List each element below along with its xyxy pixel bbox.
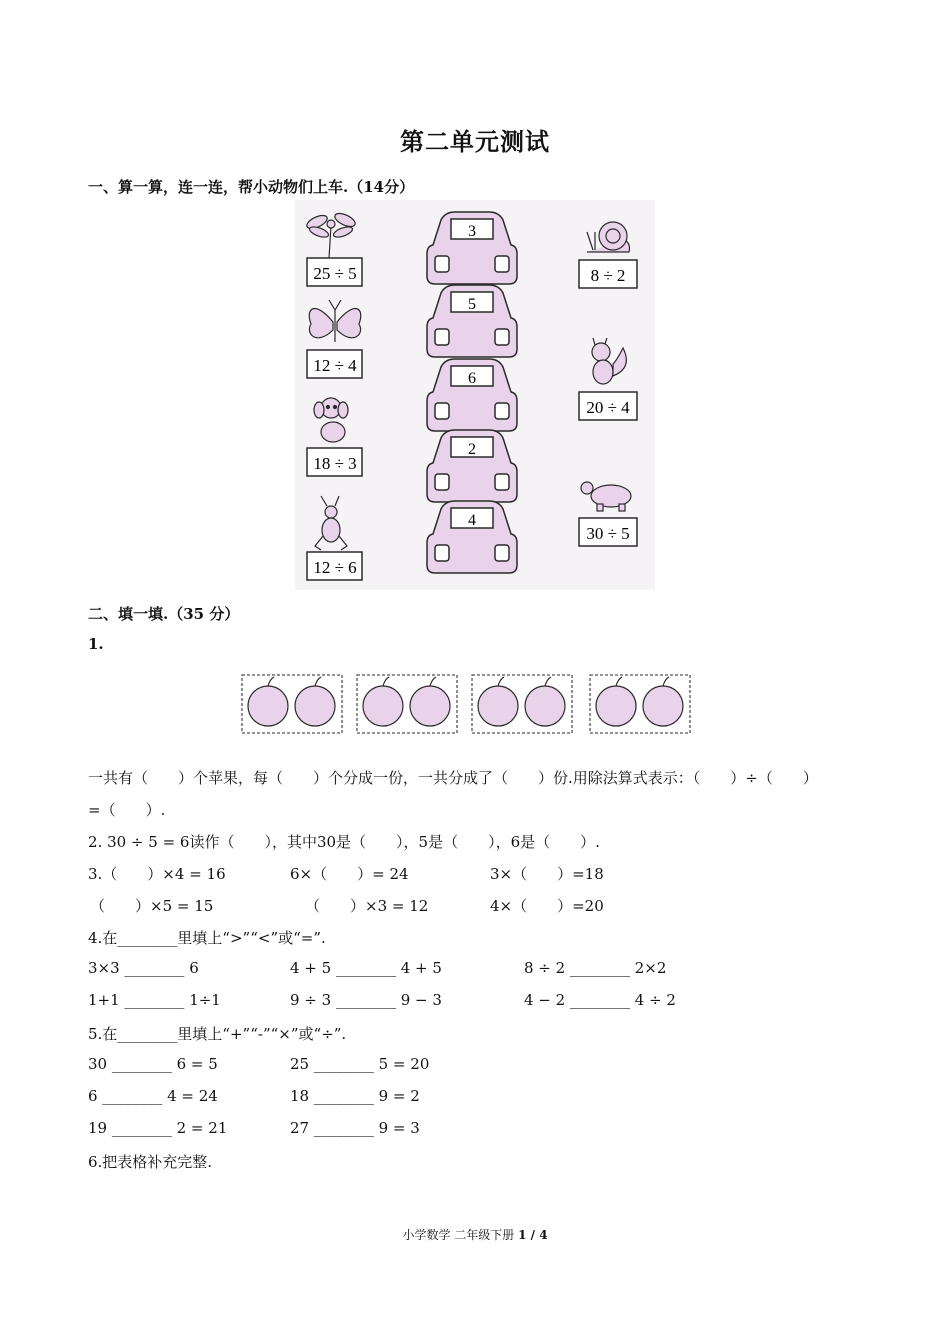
expr-right-3: 30 ÷ 5 xyxy=(586,524,630,543)
q3-r1c2: 6×（ ）= 24 xyxy=(290,865,409,883)
q4-r1c3: 8 ÷ 2 ________ 2×2 xyxy=(524,959,667,977)
q4-r1c2: 4 + 5 ________ 4 + 5 xyxy=(290,959,442,977)
expr-left-3: 18 ÷ 3 xyxy=(313,454,357,473)
q4-r2c2: 9 ÷ 3 ________ 9 − 3 xyxy=(290,991,442,1009)
q5-r3c1: 19 ________ 2 = 21 xyxy=(88,1119,228,1137)
expr-right-2: 20 ÷ 4 xyxy=(586,398,630,417)
q5-r1c2: 25 ________ 5 = 20 xyxy=(290,1055,430,1073)
expr-box-left-4 xyxy=(307,552,362,580)
footer-text: 小学数学 二年级下册 xyxy=(402,1228,515,1242)
page-title: 第二单元测试 xyxy=(400,127,550,156)
expr-box-right-1 xyxy=(579,260,637,288)
q5-r1c1: 30 ________ 6 = 5 xyxy=(88,1055,218,1073)
expr-left-2: 12 ÷ 4 xyxy=(313,356,357,375)
expr-left-1: 25 ÷ 5 xyxy=(313,264,357,283)
q1-number: 1. xyxy=(88,635,104,653)
expr-box-left-3 xyxy=(307,448,362,476)
q3-r2c1: （ ）×5 = 15 xyxy=(90,897,214,915)
q3-r2c3: 4×（ ）=20 xyxy=(490,897,604,915)
q3-r2c2: （ ）×3 = 12 xyxy=(305,897,429,915)
q5-r2c1: 6 ________ 4 = 24 xyxy=(88,1087,218,1105)
q3-r1c1: 3.（ ）×4 = 16 xyxy=(88,865,226,883)
q4-r2c1: 1+1 ________ 1÷1 xyxy=(88,991,221,1009)
expr-box-right-2 xyxy=(579,392,637,420)
car-number-1: 3 xyxy=(468,223,476,240)
apples-figure xyxy=(240,672,695,740)
q6-text: 6.把表格补充完整. xyxy=(88,1153,213,1171)
q1-line1: 一共有（ ）个苹果，每（ ）个分成一份，一共分成了（ ）份.用除法算式表示：（ ）÷（ ） xyxy=(88,769,818,787)
q2-text: 2. 30 ÷ 5 = 6读作（ ），其中30是（ ），5是（ ），6是（ ）. xyxy=(88,833,600,851)
page-number: 1 / 4 xyxy=(518,1228,548,1242)
expr-box-right-3 xyxy=(579,518,637,546)
apple-icon xyxy=(248,686,683,726)
car-number-2: 5 xyxy=(468,296,476,313)
expr-left-4: 12 ÷ 6 xyxy=(313,558,357,577)
expr-right-1: 8 ÷ 2 xyxy=(590,266,626,285)
section-2-heading: 二、填一填.（35 分） xyxy=(88,605,240,623)
q5-r3c2: 27 ________ 9 = 3 xyxy=(290,1119,420,1137)
car-number-3: 6 xyxy=(468,370,476,387)
page-footer xyxy=(0,1226,950,1243)
q4-r1c1: 3×3 ________ 6 xyxy=(88,959,199,977)
matching-figure xyxy=(295,200,655,590)
section-1-heading: 一、算一算，连一连，帮小动物们上车.（14分） xyxy=(88,178,415,196)
q4-r2c3: 4 − 2 ________ 4 ÷ 2 xyxy=(524,991,676,1009)
expr-box-left-1 xyxy=(307,258,362,286)
q4-intro: 4.在________里填上“>”“<”或“=”. xyxy=(88,929,326,947)
q3-r1c3: 3×（ ）=18 xyxy=(490,865,604,883)
q1-line2: =（ ）. xyxy=(88,801,166,819)
expr-box-left-2 xyxy=(307,350,362,378)
q5-r2c2: 18 ________ 9 = 2 xyxy=(290,1087,420,1105)
q5-intro: 5.在________里填上“+”“-”“×”或“÷”. xyxy=(88,1025,347,1043)
car-number-4: 2 xyxy=(468,441,476,458)
car-number-5: 4 xyxy=(468,512,476,529)
